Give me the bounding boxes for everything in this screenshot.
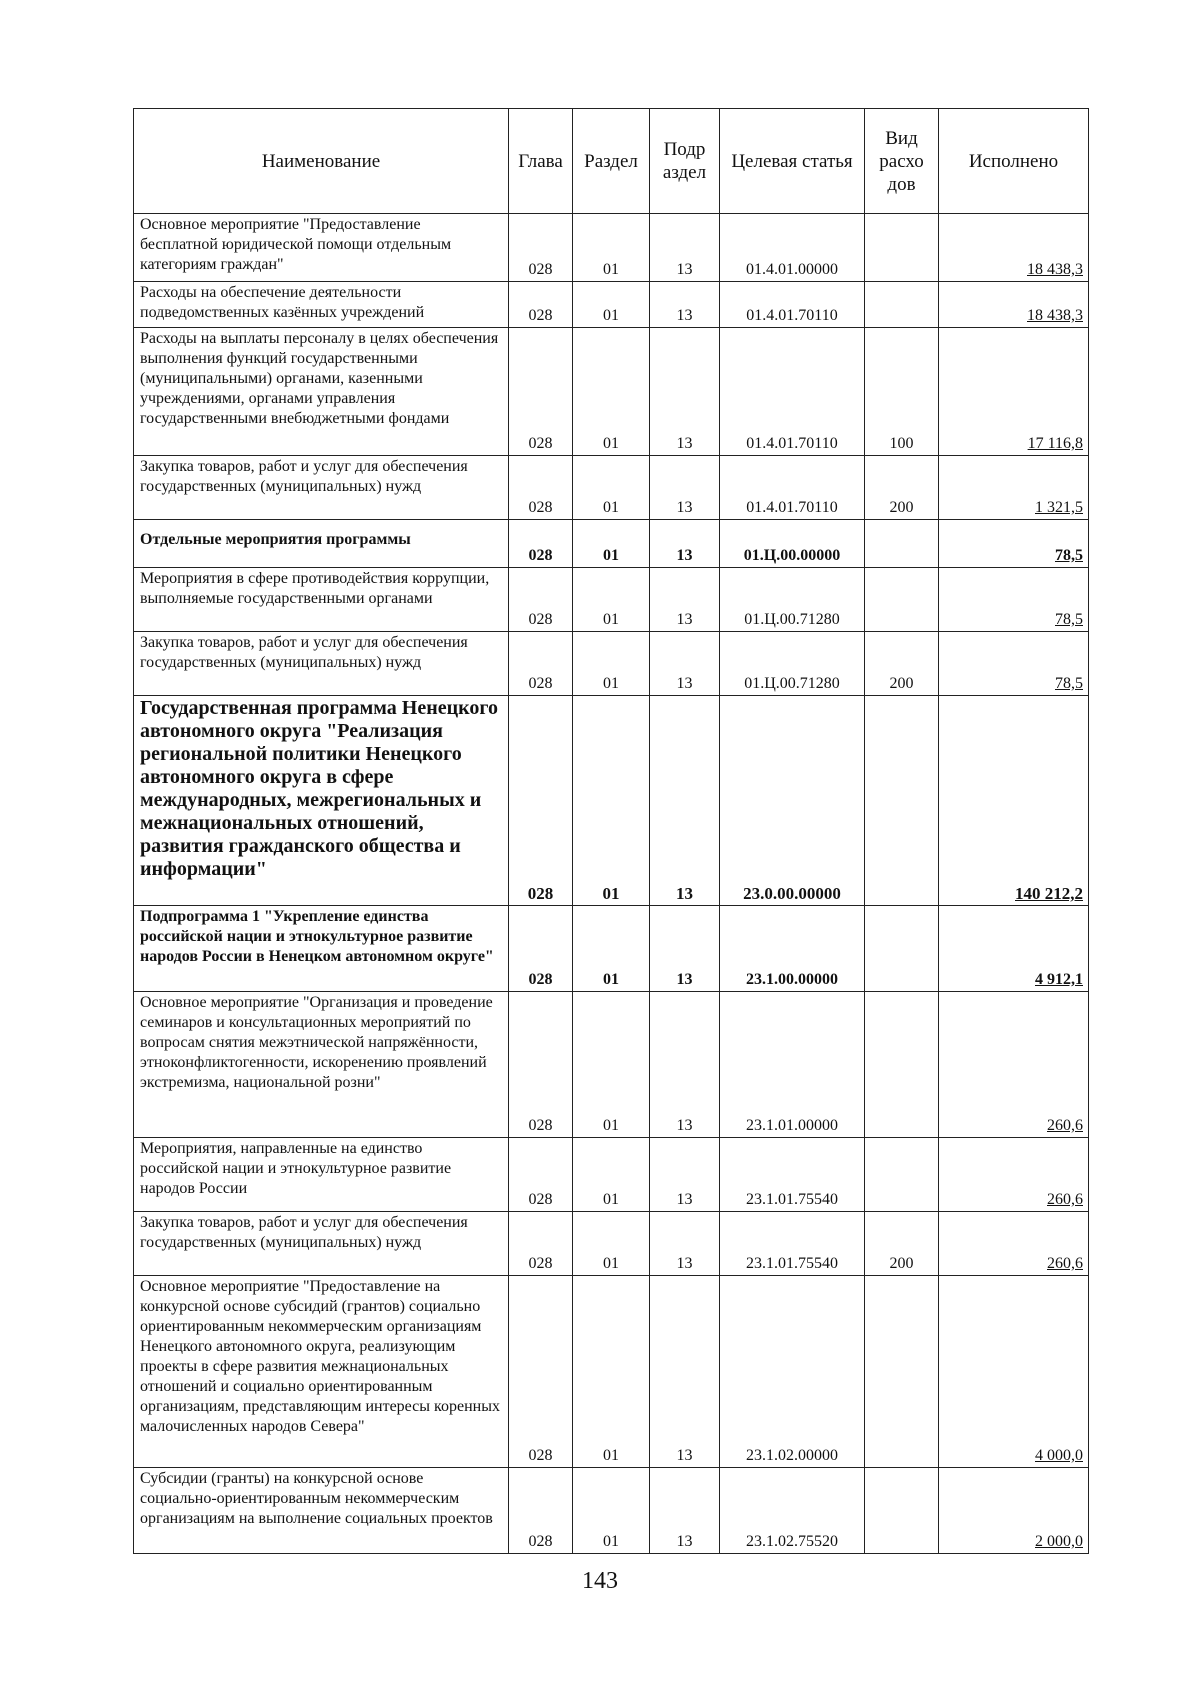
row-glava: 028 [509, 632, 573, 696]
row-amount: 17 116,8 [939, 328, 1089, 456]
row-amount: 260,6 [939, 1212, 1089, 1276]
row-vid: 200 [865, 456, 939, 520]
row-vid: 100 [865, 328, 939, 456]
row-podrazdel: 13 [650, 1276, 720, 1468]
row-podrazdel: 13 [650, 214, 720, 282]
row-vid: 200 [865, 1212, 939, 1276]
row-glava: 028 [509, 1276, 573, 1468]
header-razdel: Раздел [573, 109, 650, 214]
row-glava: 028 [509, 328, 573, 456]
row-razdel: 01 [573, 632, 650, 696]
header-podrazdel: Подр аздел [650, 109, 720, 214]
row-glava: 028 [509, 696, 573, 906]
table-header-row [134, 109, 1089, 214]
row-razdel: 01 [573, 696, 650, 906]
budget-execution-table [133, 108, 1089, 1554]
row-statya: 23.1.01.75540 [720, 1138, 865, 1212]
row-vid [865, 568, 939, 632]
row-razdel: 01 [573, 328, 650, 456]
header-name: Наименование [134, 109, 509, 214]
header-ispolneno: Исполнено [939, 109, 1089, 214]
row-razdel: 01 [573, 456, 650, 520]
row-name: Мероприятия, направленные на единство российской нации и этнокультурное развитие народов России [134, 1138, 509, 1212]
row-podrazdel: 13 [650, 456, 720, 520]
row-glava: 028 [509, 1138, 573, 1212]
row-amount: 78,5 [939, 568, 1089, 632]
row-name: Закупка товаров, работ и услуг для обеспечения государственных (муниципальных) нужд [134, 456, 509, 520]
row-amount: 78,5 [939, 632, 1089, 696]
row-name: Основное мероприятие "Предоставление бесплатной юридической помощи отдельным категориям граждан" [134, 214, 509, 282]
row-amount: 18 438,3 [939, 282, 1089, 328]
row-amount: 260,6 [939, 1138, 1089, 1212]
row-name: Закупка товаров, работ и услуг для обеспечения государственных (муниципальных) нужд [134, 632, 509, 696]
row-podrazdel: 13 [650, 906, 720, 992]
row-podrazdel: 13 [650, 1468, 720, 1554]
row-glava: 028 [509, 1468, 573, 1554]
row-razdel: 01 [573, 906, 650, 992]
row-vid [865, 520, 939, 568]
row-vid [865, 696, 939, 906]
row-razdel: 01 [573, 1212, 650, 1276]
row-statya: 23.1.02.00000 [720, 1276, 865, 1468]
row-podrazdel: 13 [650, 520, 720, 568]
row-name: Расходы на обеспечение деятельности подведомственных казённых учреждений [134, 282, 509, 328]
row-glava: 028 [509, 282, 573, 328]
row-name: Мероприятия в сфере противодействия коррупции, выполняемые государственными органами [134, 568, 509, 632]
row-name: Государственная программа Ненецкого автономного округа "Реализация региональной политики Ненецкого автономного округа в сфере международных, межрегиональных и межнациональных отношений, развития гражданского общества и информации" [134, 696, 509, 906]
row-amount: 1 321,5 [939, 456, 1089, 520]
table-row [134, 568, 1089, 632]
table-row [134, 282, 1089, 328]
row-podrazdel: 13 [650, 992, 720, 1138]
row-razdel: 01 [573, 992, 650, 1138]
row-podrazdel: 13 [650, 328, 720, 456]
row-razdel: 01 [573, 520, 650, 568]
row-name: Отдельные мероприятия программы [134, 520, 509, 568]
row-amount: 260,6 [939, 992, 1089, 1138]
row-glava: 028 [509, 906, 573, 992]
page-number: 143 [582, 1568, 618, 1594]
row-name: Субсидии (гранты) на конкурсной основе социально-ориентированным некоммерческим организациям на выполнение социальных проектов [134, 1468, 509, 1554]
row-name: Расходы на выплаты персоналу в целях обеспечения выполнения функций государственными (муниципальными) органами, казенными учреждениями, органами управления государственными внебюджетными фондами [134, 328, 509, 456]
row-statya: 01.Ц.00.71280 [720, 568, 865, 632]
row-statya: 23.1.01.00000 [720, 992, 865, 1138]
table-row [134, 456, 1089, 520]
row-statya: 01.4.01.70110 [720, 456, 865, 520]
row-name: Основное мероприятие "Организация и проведение семинаров и консультационных мероприятий по вопросам снятия межэтнической напряжённости, этноконфликтогенности, искоренению проявлений экстремизма, национальной розни" [134, 992, 509, 1138]
table-row [134, 992, 1089, 1138]
row-razdel: 01 [573, 282, 650, 328]
row-razdel: 01 [573, 1276, 650, 1468]
row-vid [865, 1468, 939, 1554]
row-podrazdel: 13 [650, 282, 720, 328]
row-vid [865, 992, 939, 1138]
header-tselevaya-statya: Целевая статья [720, 109, 865, 214]
row-razdel: 01 [573, 214, 650, 282]
row-glava: 028 [509, 1212, 573, 1276]
row-glava: 028 [509, 992, 573, 1138]
row-glava: 028 [509, 520, 573, 568]
row-amount: 4 912,1 [939, 906, 1089, 992]
row-vid [865, 906, 939, 992]
row-amount: 4 000,0 [939, 1276, 1089, 1468]
row-statya: 23.1.02.75520 [720, 1468, 865, 1554]
row-amount: 140 212,2 [939, 696, 1089, 906]
row-amount: 78,5 [939, 520, 1089, 568]
row-amount: 2 000,0 [939, 1468, 1089, 1554]
row-statya: 01.4.01.70110 [720, 328, 865, 456]
row-statya: 01.4.01.70110 [720, 282, 865, 328]
row-glava: 028 [509, 568, 573, 632]
row-glava: 028 [509, 456, 573, 520]
row-statya: 01.Ц.00.00000 [720, 520, 865, 568]
row-name: Основное мероприятие "Предоставление на конкурсной основе субсидий (грантов) социально ориентированным некоммерческим организациям Ненецкого автономного округа, реализующим проекты в сфере развития межнациональных отношений и социально ориентированным организациям, представляющим интересы коренных малочисленных народов Севера" [134, 1276, 509, 1468]
row-statya: 23.1.00.00000 [720, 906, 865, 992]
table-row [134, 520, 1089, 568]
row-amount: 18 438,3 [939, 214, 1089, 282]
row-statya: 23.1.01.75540 [720, 1212, 865, 1276]
table-row [134, 906, 1089, 992]
row-podrazdel: 13 [650, 696, 720, 906]
table-row [134, 1212, 1089, 1276]
table-row [134, 1138, 1089, 1212]
row-podrazdel: 13 [650, 568, 720, 632]
table-row [134, 328, 1089, 456]
row-statya: 01.4.01.00000 [720, 214, 865, 282]
row-vid [865, 1276, 939, 1468]
table-row [134, 1468, 1089, 1554]
row-vid [865, 1138, 939, 1212]
row-podrazdel: 13 [650, 1138, 720, 1212]
row-vid [865, 214, 939, 282]
header-vid-rashodov: Вид расхо дов [865, 109, 939, 214]
row-glava: 028 [509, 214, 573, 282]
row-podrazdel: 13 [650, 632, 720, 696]
row-podrazdel: 13 [650, 1212, 720, 1276]
row-razdel: 01 [573, 568, 650, 632]
table-row [134, 696, 1089, 906]
header-glava: Глава [509, 109, 573, 214]
table-row [134, 632, 1089, 696]
row-name: Закупка товаров, работ и услуг для обеспечения государственных (муниципальных) нужд [134, 1212, 509, 1276]
row-name: Подпрограмма 1 "Укрепление единства российской нации и этнокультурное развитие народов России в Ненецком автономном округе" [134, 906, 509, 992]
row-razdel: 01 [573, 1138, 650, 1212]
row-statya: 01.Ц.00.71280 [720, 632, 865, 696]
row-razdel: 01 [573, 1468, 650, 1554]
row-vid: 200 [865, 632, 939, 696]
row-statya: 23.0.00.00000 [720, 696, 865, 906]
table-row [134, 1276, 1089, 1468]
row-vid [865, 282, 939, 328]
table-row [134, 214, 1089, 282]
